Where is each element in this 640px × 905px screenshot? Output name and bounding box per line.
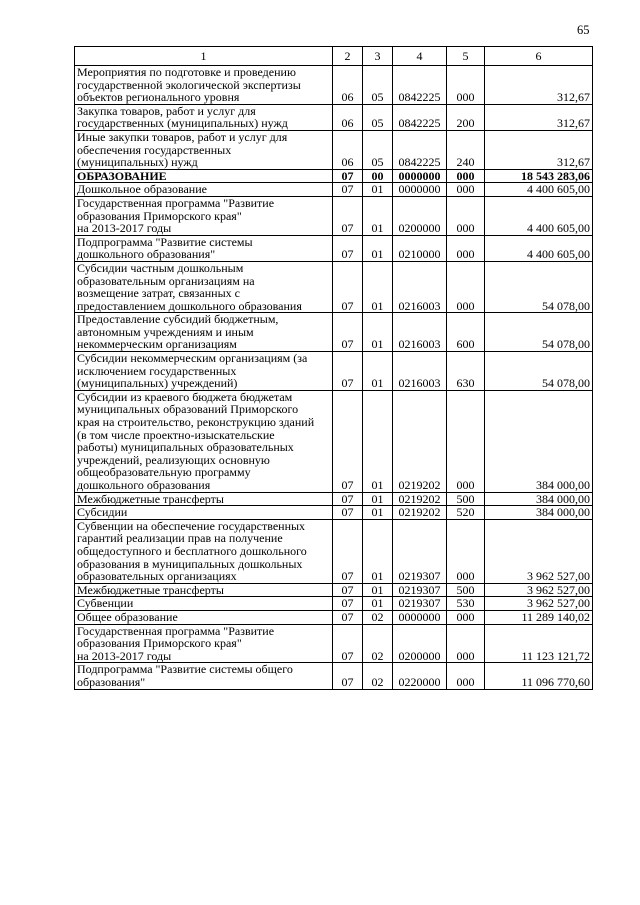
row-target-code-cell: 0842225: [393, 130, 447, 169]
row-section-cell: 07: [333, 235, 363, 261]
row-subsection-cell: 01: [363, 390, 393, 492]
row-target-code-cell: 0842225: [393, 66, 447, 105]
table-row: [75, 130, 593, 169]
header-col-6: 6: [485, 47, 593, 66]
table-row: [75, 261, 593, 312]
row-section-cell: 07: [333, 196, 363, 235]
row-subsection-cell: 05: [363, 104, 393, 130]
header-col-2: 2: [333, 47, 363, 66]
row-target-code-cell: 0219307: [393, 583, 447, 597]
row-subsection-cell: 01: [363, 519, 393, 583]
row-subsection-cell: 01: [363, 196, 393, 235]
row-amount-cell: 3 962 527,00: [485, 519, 593, 583]
row-name-cell: Предоставление субсидий бюджетным, автономным учреждениям и иным некоммерческим организациям: [75, 313, 333, 352]
row-target-code-cell: 0219307: [393, 597, 447, 611]
table-row: [75, 196, 593, 235]
table-header-row: [75, 47, 593, 66]
row-expense-type-cell: 500: [447, 583, 485, 597]
table-row: [75, 235, 593, 261]
table-row: [75, 624, 593, 663]
row-section-cell: 07: [333, 610, 363, 624]
row-name-cell: Дошкольное образование: [75, 183, 333, 197]
row-expense-type-cell: 240: [447, 130, 485, 169]
row-amount-cell: 384 000,00: [485, 492, 593, 506]
row-name-cell: Субсидии: [75, 506, 333, 520]
row-subsection-cell: 05: [363, 130, 393, 169]
row-name-cell: Субвенции на обеспечение государственных гарантий реализации прав на получение общедоступного и бесплатного дошкольного образования в муниципальных дошкольных образовательных организациях: [75, 519, 333, 583]
row-expense-type-cell: 000: [447, 66, 485, 105]
row-amount-cell: 54 078,00: [485, 313, 593, 352]
row-name-cell: ОБРАЗОВАНИЕ: [75, 169, 333, 183]
row-section-cell: 07: [333, 313, 363, 352]
row-target-code-cell: 0216003: [393, 261, 447, 312]
row-amount-cell: 312,67: [485, 104, 593, 130]
row-target-code-cell: 0216003: [393, 352, 447, 391]
row-subsection-cell: 01: [363, 235, 393, 261]
table-row: [75, 66, 593, 105]
row-section-cell: 07: [333, 261, 363, 312]
row-amount-cell: 4 400 605,00: [485, 183, 593, 197]
row-target-code-cell: 0219307: [393, 519, 447, 583]
row-name-cell: Субсидии из краевого бюджета бюджетам муниципальных образований Приморского края на строительство, реконструкцию зданий (в том числе проектно-изыскательские работы) муниципальных образовательных учреждений, реализующих основную общеобразовательную программу дошкольного образования: [75, 390, 333, 492]
row-amount-cell: 312,67: [485, 66, 593, 105]
row-amount-cell: 4 400 605,00: [485, 235, 593, 261]
row-subsection-cell: 02: [363, 624, 393, 663]
header-col-1: 1: [75, 47, 333, 66]
row-expense-type-cell: 600: [447, 313, 485, 352]
row-name-cell: Государственная программа "Развитие образования Приморского края" на 2013-2017 годы: [75, 196, 333, 235]
row-target-code-cell: 0219202: [393, 506, 447, 520]
table-row: [75, 352, 593, 391]
row-section-cell: 07: [333, 506, 363, 520]
table-row: [75, 390, 593, 492]
row-expense-type-cell: 520: [447, 506, 485, 520]
row-expense-type-cell: 000: [447, 610, 485, 624]
row-section-cell: 07: [333, 519, 363, 583]
row-amount-cell: 384 000,00: [485, 506, 593, 520]
row-expense-type-cell: 500: [447, 492, 485, 506]
row-expense-type-cell: 000: [447, 261, 485, 312]
table-row: [75, 506, 593, 520]
row-subsection-cell: 05: [363, 66, 393, 105]
budget-table: [74, 46, 593, 690]
row-expense-type-cell: 000: [447, 183, 485, 197]
row-subsection-cell: 02: [363, 663, 393, 689]
row-target-code-cell: 0000000: [393, 183, 447, 197]
row-subsection-cell: 01: [363, 583, 393, 597]
row-subsection-cell: 01: [363, 506, 393, 520]
row-expense-type-cell: 000: [447, 169, 485, 183]
table-row: [75, 313, 593, 352]
row-expense-type-cell: 000: [447, 390, 485, 492]
row-expense-type-cell: 200: [447, 104, 485, 130]
row-target-code-cell: 0219202: [393, 390, 447, 492]
row-expense-type-cell: 000: [447, 196, 485, 235]
row-amount-cell: 11 123 121,72: [485, 624, 593, 663]
table-row: [75, 104, 593, 130]
row-section-cell: 07: [333, 624, 363, 663]
row-section-cell: 06: [333, 104, 363, 130]
row-subsection-cell: 01: [363, 597, 393, 611]
row-section-cell: 06: [333, 66, 363, 105]
table-row: [75, 492, 593, 506]
row-name-cell: Иные закупки товаров, работ и услуг для обеспечения государственных (муниципальных) нужд: [75, 130, 333, 169]
row-name-cell: Субсидии частным дошкольным образовательным организациям на возмещение затрат, связанных с предоставлением дошкольного образования: [75, 261, 333, 312]
table-row: [75, 610, 593, 624]
row-target-code-cell: 0000000: [393, 169, 447, 183]
row-subsection-cell: 01: [363, 492, 393, 506]
table-body: [75, 66, 593, 690]
row-subsection-cell: 00: [363, 169, 393, 183]
row-name-cell: Подпрограмма "Развитие системы дошкольного образования": [75, 235, 333, 261]
row-target-code-cell: 0200000: [393, 624, 447, 663]
row-subsection-cell: 01: [363, 313, 393, 352]
row-expense-type-cell: 000: [447, 519, 485, 583]
row-section-cell: 07: [333, 352, 363, 391]
row-amount-cell: 11 289 140,02: [485, 610, 593, 624]
row-name-cell: Мероприятия по подготовке и проведению государственной экологической экспертизы объектов регионального уровня: [75, 66, 333, 105]
row-target-code-cell: 0220000: [393, 663, 447, 689]
row-subsection-cell: 02: [363, 610, 393, 624]
row-name-cell: Субвенции: [75, 597, 333, 611]
row-name-cell: Закупка товаров, работ и услуг для государственных (муниципальных) нужд: [75, 104, 333, 130]
row-amount-cell: 384 000,00: [485, 390, 593, 492]
row-amount-cell: 3 962 527,00: [485, 583, 593, 597]
row-amount-cell: 4 400 605,00: [485, 196, 593, 235]
row-expense-type-cell: 000: [447, 663, 485, 689]
row-name-cell: Подпрограмма "Развитие системы общего образования": [75, 663, 333, 689]
row-target-code-cell: 0210000: [393, 235, 447, 261]
row-section-cell: 07: [333, 663, 363, 689]
row-section-cell: 07: [333, 583, 363, 597]
row-name-cell: Государственная программа "Развитие образования Приморского края" на 2013-2017 годы: [75, 624, 333, 663]
row-amount-cell: 312,67: [485, 130, 593, 169]
header-col-4: 4: [393, 47, 447, 66]
row-name-cell: Межбюджетные трансферты: [75, 583, 333, 597]
row-subsection-cell: 01: [363, 352, 393, 391]
row-amount-cell: 54 078,00: [485, 352, 593, 391]
table-row: [75, 583, 593, 597]
row-name-cell: Межбюджетные трансферты: [75, 492, 333, 506]
row-amount-cell: 3 962 527,00: [485, 597, 593, 611]
row-expense-type-cell: 630: [447, 352, 485, 391]
row-section-cell: 07: [333, 597, 363, 611]
table-row: [75, 519, 593, 583]
row-target-code-cell: 0200000: [393, 196, 447, 235]
row-amount-cell: 18 543 283,06: [485, 169, 593, 183]
row-section-cell: 07: [333, 390, 363, 492]
row-name-cell: Общее образование: [75, 610, 333, 624]
row-amount-cell: 11 096 770,60: [485, 663, 593, 689]
row-target-code-cell: 0216003: [393, 313, 447, 352]
table-row: [75, 183, 593, 197]
row-section-cell: 07: [333, 183, 363, 197]
row-amount-cell: 54 078,00: [485, 261, 593, 312]
table-row: [75, 597, 593, 611]
table-row: [75, 169, 593, 183]
header-col-3: 3: [363, 47, 393, 66]
row-target-code-cell: 0219202: [393, 492, 447, 506]
row-section-cell: 07: [333, 169, 363, 183]
row-target-code-cell: 0842225: [393, 104, 447, 130]
page-number: 65: [577, 23, 590, 37]
row-expense-type-cell: 000: [447, 235, 485, 261]
row-section-cell: 06: [333, 130, 363, 169]
row-name-cell: Субсидии некоммерческим организациям (за исключением государственных (муниципальных) учреждений): [75, 352, 333, 391]
row-subsection-cell: 01: [363, 261, 393, 312]
row-expense-type-cell: 000: [447, 624, 485, 663]
row-subsection-cell: 01: [363, 183, 393, 197]
header-col-5: 5: [447, 47, 485, 66]
row-target-code-cell: 0000000: [393, 610, 447, 624]
table-row: [75, 663, 593, 689]
row-section-cell: 07: [333, 492, 363, 506]
row-expense-type-cell: 530: [447, 597, 485, 611]
